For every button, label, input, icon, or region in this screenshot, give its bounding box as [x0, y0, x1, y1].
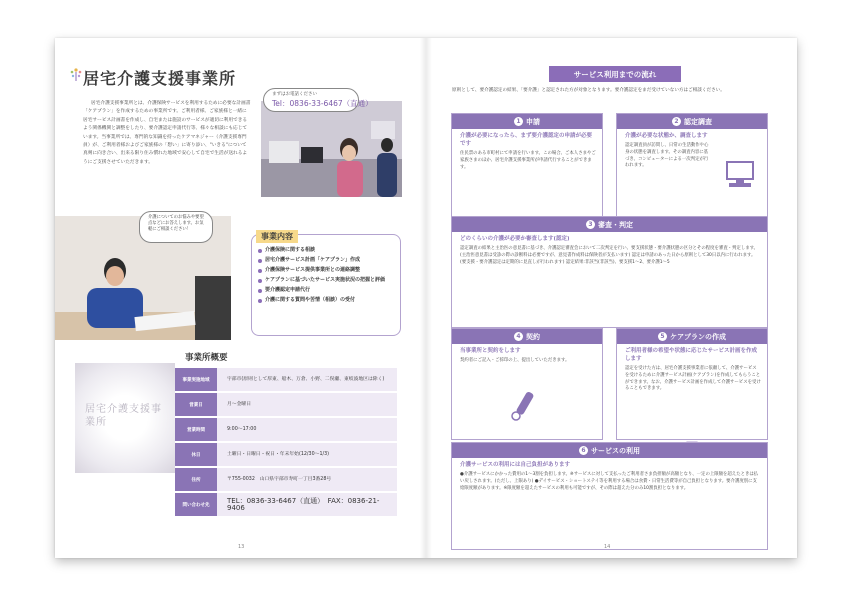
row-key: 事業実施地域: [175, 368, 217, 391]
step-body: ●介護サービスにかかった費用の1〜3割を負担します。※サービスに対して支払ったご利用者さま負担額が高額となり、一定の上限額を超えたときは払い戻しされます。(ただし、上限あり) ●デイサービス・ショートステイ等を利用する場合は食費・日常生活費等が自己負担となります。要介護度別に支給限度額があります。※限度額を超えたサービスの利用も可能ですが、その際は超えた分のみ10割負担となります。: [460, 472, 759, 491]
tel-callout-number: Tel：0836-33-6467（直通）: [272, 99, 373, 108]
step-subtitle: ご利用者様の希望や状態に応じたサービス計画を作成します: [625, 348, 758, 362]
step-number: 6: [579, 446, 588, 455]
step-number: 4: [514, 332, 523, 341]
step-header: [452, 217, 767, 232]
step-box-1: [451, 113, 603, 221]
left-page: [55, 38, 426, 558]
brochure-spread: [55, 38, 797, 558]
step-title: 認定調査: [684, 117, 712, 126]
services-box: [251, 234, 401, 336]
row-key: 営業日: [175, 393, 217, 416]
step-body: 認定を受けた方は、居宅介護支援事業者に依頼して、介護サービスを受けるために介護サービス計画(ケアプラン)を作成してもらうことができます。なお、介護サービス計画を作成して介護サービスを受けることもできます。: [625, 366, 761, 392]
step-header: [452, 114, 602, 129]
row-value: 〒755-0032 山口県宇部市寿町一丁目3番28号: [217, 468, 397, 491]
table-row: [175, 418, 397, 441]
step-subtitle: どのくらいの介護が必要か審査します(認定): [460, 236, 570, 242]
step-title: 審査・判定: [598, 220, 633, 229]
page-gutter: [420, 38, 432, 558]
consult-callout: 介護についてのお悩みや要望点などにお答えします。お気軽にご相談ください！: [139, 211, 213, 243]
step-title: ケアプランの作成: [670, 332, 726, 341]
step-number: 3: [586, 220, 595, 229]
row-value: 宇部市(原則として厚東、船木、万倉、小野、二俣瀬、東岐波地区は除く): [217, 368, 397, 391]
step-box-4: [451, 328, 603, 440]
list-item: 居宅介護サービス計画「ケアプラン」作成: [258, 257, 398, 264]
list-item: 要介護認定申請代行: [258, 287, 398, 294]
list-item: 介護保険サービス提供事業所との連絡調整: [258, 267, 398, 274]
step-body: 認定調査員が訪問し、日常の生活動作や心身の状態を調査します。その調査内容に基づき、コンピューターによる一次判定が行われます。: [625, 143, 709, 169]
step-header: [452, 329, 602, 344]
step-number: 2: [672, 117, 681, 126]
row-value: 月〜金曜日: [217, 393, 397, 416]
table-row: [175, 468, 397, 491]
step-body: 契約者にご記入・ご捺印の上、提出していただきます。: [460, 358, 570, 363]
step-box-5: [616, 328, 768, 440]
step-header: [617, 114, 767, 129]
step-number: 5: [658, 332, 667, 341]
step-subtitle: 介護が必要な状態か、調査します: [625, 133, 708, 139]
computer-icon: [725, 160, 755, 188]
step-subtitle: 介護が必要になったら、まず要介護認定の申請が必要です: [460, 133, 593, 147]
pen-icon: [510, 391, 538, 421]
table-row: [175, 368, 397, 391]
row-key: 営業時間: [175, 418, 217, 441]
row-key: 住所: [175, 468, 217, 491]
table-row: [175, 393, 397, 416]
flow-banner: サービス利用までの流れ: [549, 66, 681, 82]
list-item: 介護保険に関する相談: [258, 247, 398, 254]
tel-callout-lead: まずはお電話ください: [272, 92, 317, 97]
page-title: 居宅介護支援事業所: [83, 69, 237, 88]
outline-heading: 事業所概要: [185, 353, 228, 363]
step-header: [452, 443, 767, 458]
logo-icon: [69, 65, 83, 83]
row-key: 問い合わせ先: [175, 493, 217, 516]
row-value: 土曜日・日曜日・祝日・年末年始(12/30〜1/3): [217, 443, 397, 466]
tel-callout: [263, 88, 373, 112]
step-subtitle: 介護サービスの利用には自己負担があります: [460, 462, 571, 468]
table-row: [175, 493, 397, 516]
step-box-6: [451, 442, 768, 550]
step-number: 1: [514, 117, 523, 126]
services-heading: 事業内容: [256, 230, 298, 243]
page-number-left: 13: [238, 544, 245, 550]
office-sign-text: 居宅介護支援事業所: [85, 404, 162, 428]
list-item: ケアプランに基づいたサービス実施状況の把握と評価: [258, 277, 398, 284]
step-title: 申請: [526, 117, 540, 126]
intro-text: 居宅介護支援事業所とは、介護保険サービスを利用するために必要な計画書「ケアプラン」を作成するための事業所です。ご利用者様、ご家族様と一緒に居宅サービス計画書を作成し、自宅または施設のサービスが適切に利用できるよう関係機関と調整をしたり、要介護認定申請代行等、様々な相談にも応じています。当事業所では、専門的な知識を持ったケアマネジャー（介護支援専門員）が、ご利用者様およびご家族様の「想い」に寄り添い、"いきる"について真剣に向き合い、出来る限り住み慣れた地域で安心して自宅で生活が送れるようにご支援させていただきます。: [83, 101, 251, 165]
page-number-right: 14: [604, 544, 611, 550]
step-box-2: [616, 113, 768, 221]
list-item: 介護に関する質問や苦情（相談）の受付: [258, 297, 398, 304]
photo-illustration: [261, 101, 402, 197]
right-page: [426, 38, 797, 558]
photo-office-sign: [75, 363, 175, 473]
row-key: 休日: [175, 443, 217, 466]
services-list: [258, 247, 398, 307]
outline-table: [175, 368, 397, 518]
step-subtitle: 当事業所と契約をします: [460, 348, 521, 354]
step-title: 契約: [526, 332, 540, 341]
step-body: 住民票のある市町村にて申請を行います。この場合、ご本人さまやご家族さまのほか、居宅介護支援事業所が申請代行することができます。: [460, 151, 596, 170]
step-title: サービスの利用: [591, 446, 640, 455]
table-row: [175, 443, 397, 466]
flow-intro: 原則として、要介護認定の結果、「要介護」と認定された方が対象となります。要介護認定をまだ受けていない方はご相談ください。: [452, 88, 725, 93]
photo-staff-phone: [261, 101, 402, 197]
row-value: TEL：0836-33-6467（直通） FAX：0836-21-9406: [217, 493, 397, 516]
row-value: 9:00〜17:00: [217, 418, 397, 441]
step-header: [617, 329, 767, 344]
step-body: 認定調査の結果と主治医の意見書に基づき、介護認定審査会において二次判定を行い、要支援状態・要介護状態の区分とその程度を審査・判定します。(主治医意見書は受診の際の診断料は必要ですが、意見書作成料は保険者が支払います) 認定は申請のあった日から原則として30日以内に行われます。(要支援・要介護認定は定期的に見直しが行われます) 認定結果:非該当(非該当)、要支援1〜2、要介護1〜5: [460, 246, 759, 265]
step-box-3: [451, 216, 768, 328]
